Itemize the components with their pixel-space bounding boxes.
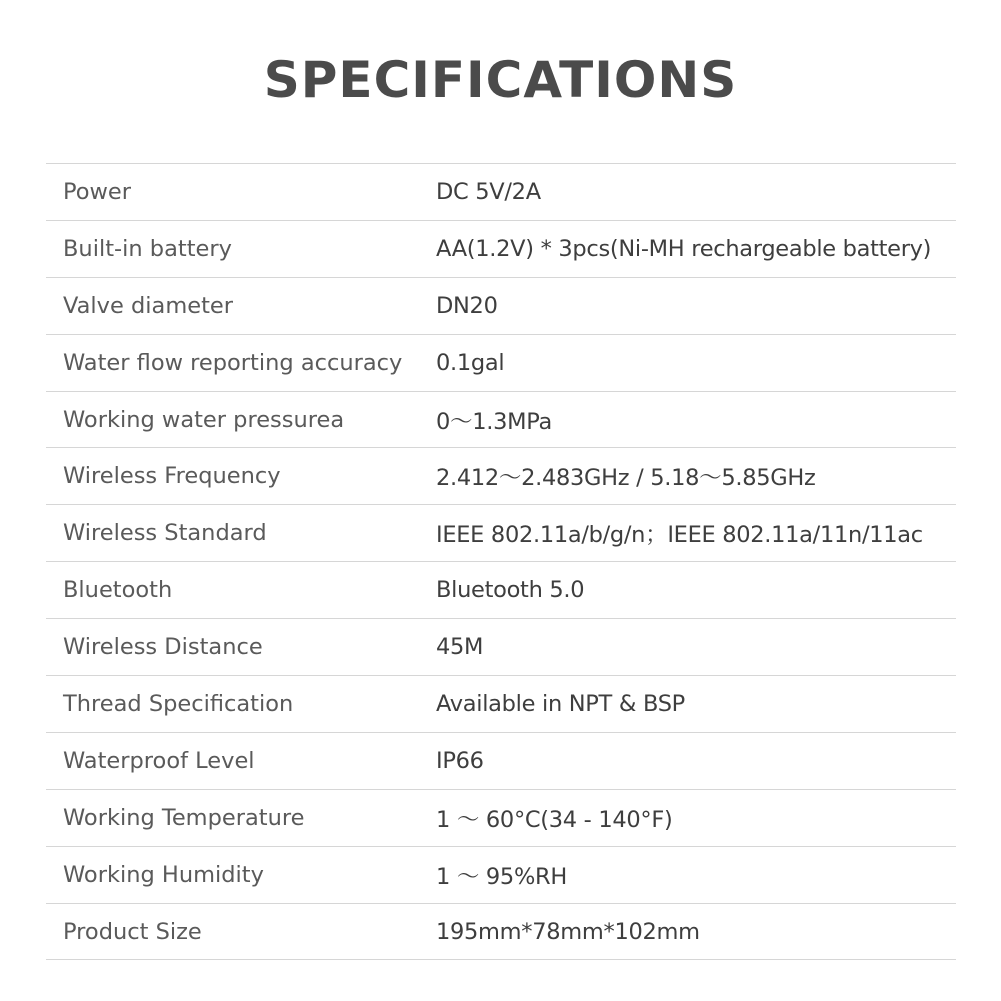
spec-row-wireless-frequency <box>46 448 956 505</box>
spec-value: IP66 <box>436 747 484 774</box>
spec-label: Wireless Distance <box>63 634 263 661</box>
spec-value: IEEE 802.11a/b/g/n；IEEE 802.11a/11n/11ac <box>436 522 923 549</box>
spec-row-working-humidity <box>46 846 956 903</box>
spec-value: DC 5V/2A <box>436 178 541 205</box>
specifications-table-body <box>46 164 956 960</box>
spec-row-valve-diameter <box>46 277 956 334</box>
spec-value: Available in NPT & BSP <box>436 690 685 717</box>
spec-row-working-water-pressure <box>46 391 956 448</box>
spec-row-wireless-standard <box>46 505 956 562</box>
spec-label: Power <box>63 178 132 205</box>
spec-value: 1 ～ 95%RH <box>436 863 567 890</box>
spec-value: DN20 <box>436 292 498 319</box>
spec-label: Wireless Standard <box>63 520 267 547</box>
spec-label: Wireless Frequency <box>63 463 281 490</box>
spec-label: Thread Specification <box>63 690 294 717</box>
spec-row-wireless-distance <box>46 619 956 676</box>
spec-label: Working water pressurea <box>63 406 345 433</box>
spec-row-built-in-battery <box>46 220 956 277</box>
spec-value: 195mm*78mm*102mm <box>436 918 700 945</box>
page-title: SPECIFICATIONS <box>263 51 738 109</box>
spec-label: Water flow reporting accuracy <box>63 349 403 376</box>
spec-label: Built-in battery <box>63 235 232 262</box>
spec-value: AA(1.2V) * 3pcs(Ni-MH rechargeable battery) <box>436 235 932 262</box>
spec-row-product-size <box>46 903 956 960</box>
spec-row-power <box>46 164 956 221</box>
spec-row-working-temperature <box>46 789 956 846</box>
spec-value: 2.412～2.483GHz / 5.18～5.85GHz <box>436 465 816 492</box>
spec-label: Working Temperature <box>63 804 305 831</box>
spec-value: Bluetooth 5.0 <box>436 577 585 604</box>
spec-label: Working Humidity <box>63 861 264 888</box>
spec-value: 1 ～ 60°C(34 - 140°F) <box>436 806 673 833</box>
spec-row-thread-specification <box>46 676 956 733</box>
spec-label: Valve diameter <box>63 292 233 319</box>
spec-row-water-flow-accuracy <box>46 334 956 391</box>
spec-label: Product Size <box>63 918 202 945</box>
spec-value: 0.1gal <box>436 349 505 376</box>
specifications-table <box>46 163 956 960</box>
spec-row-waterproof-level <box>46 732 956 789</box>
spec-label: Waterproof Level <box>63 747 255 774</box>
spec-label: Bluetooth <box>63 577 173 604</box>
spec-value: 45M <box>436 634 484 661</box>
spec-value: 0～1.3MPa <box>436 408 552 435</box>
spec-row-bluetooth <box>46 562 956 619</box>
